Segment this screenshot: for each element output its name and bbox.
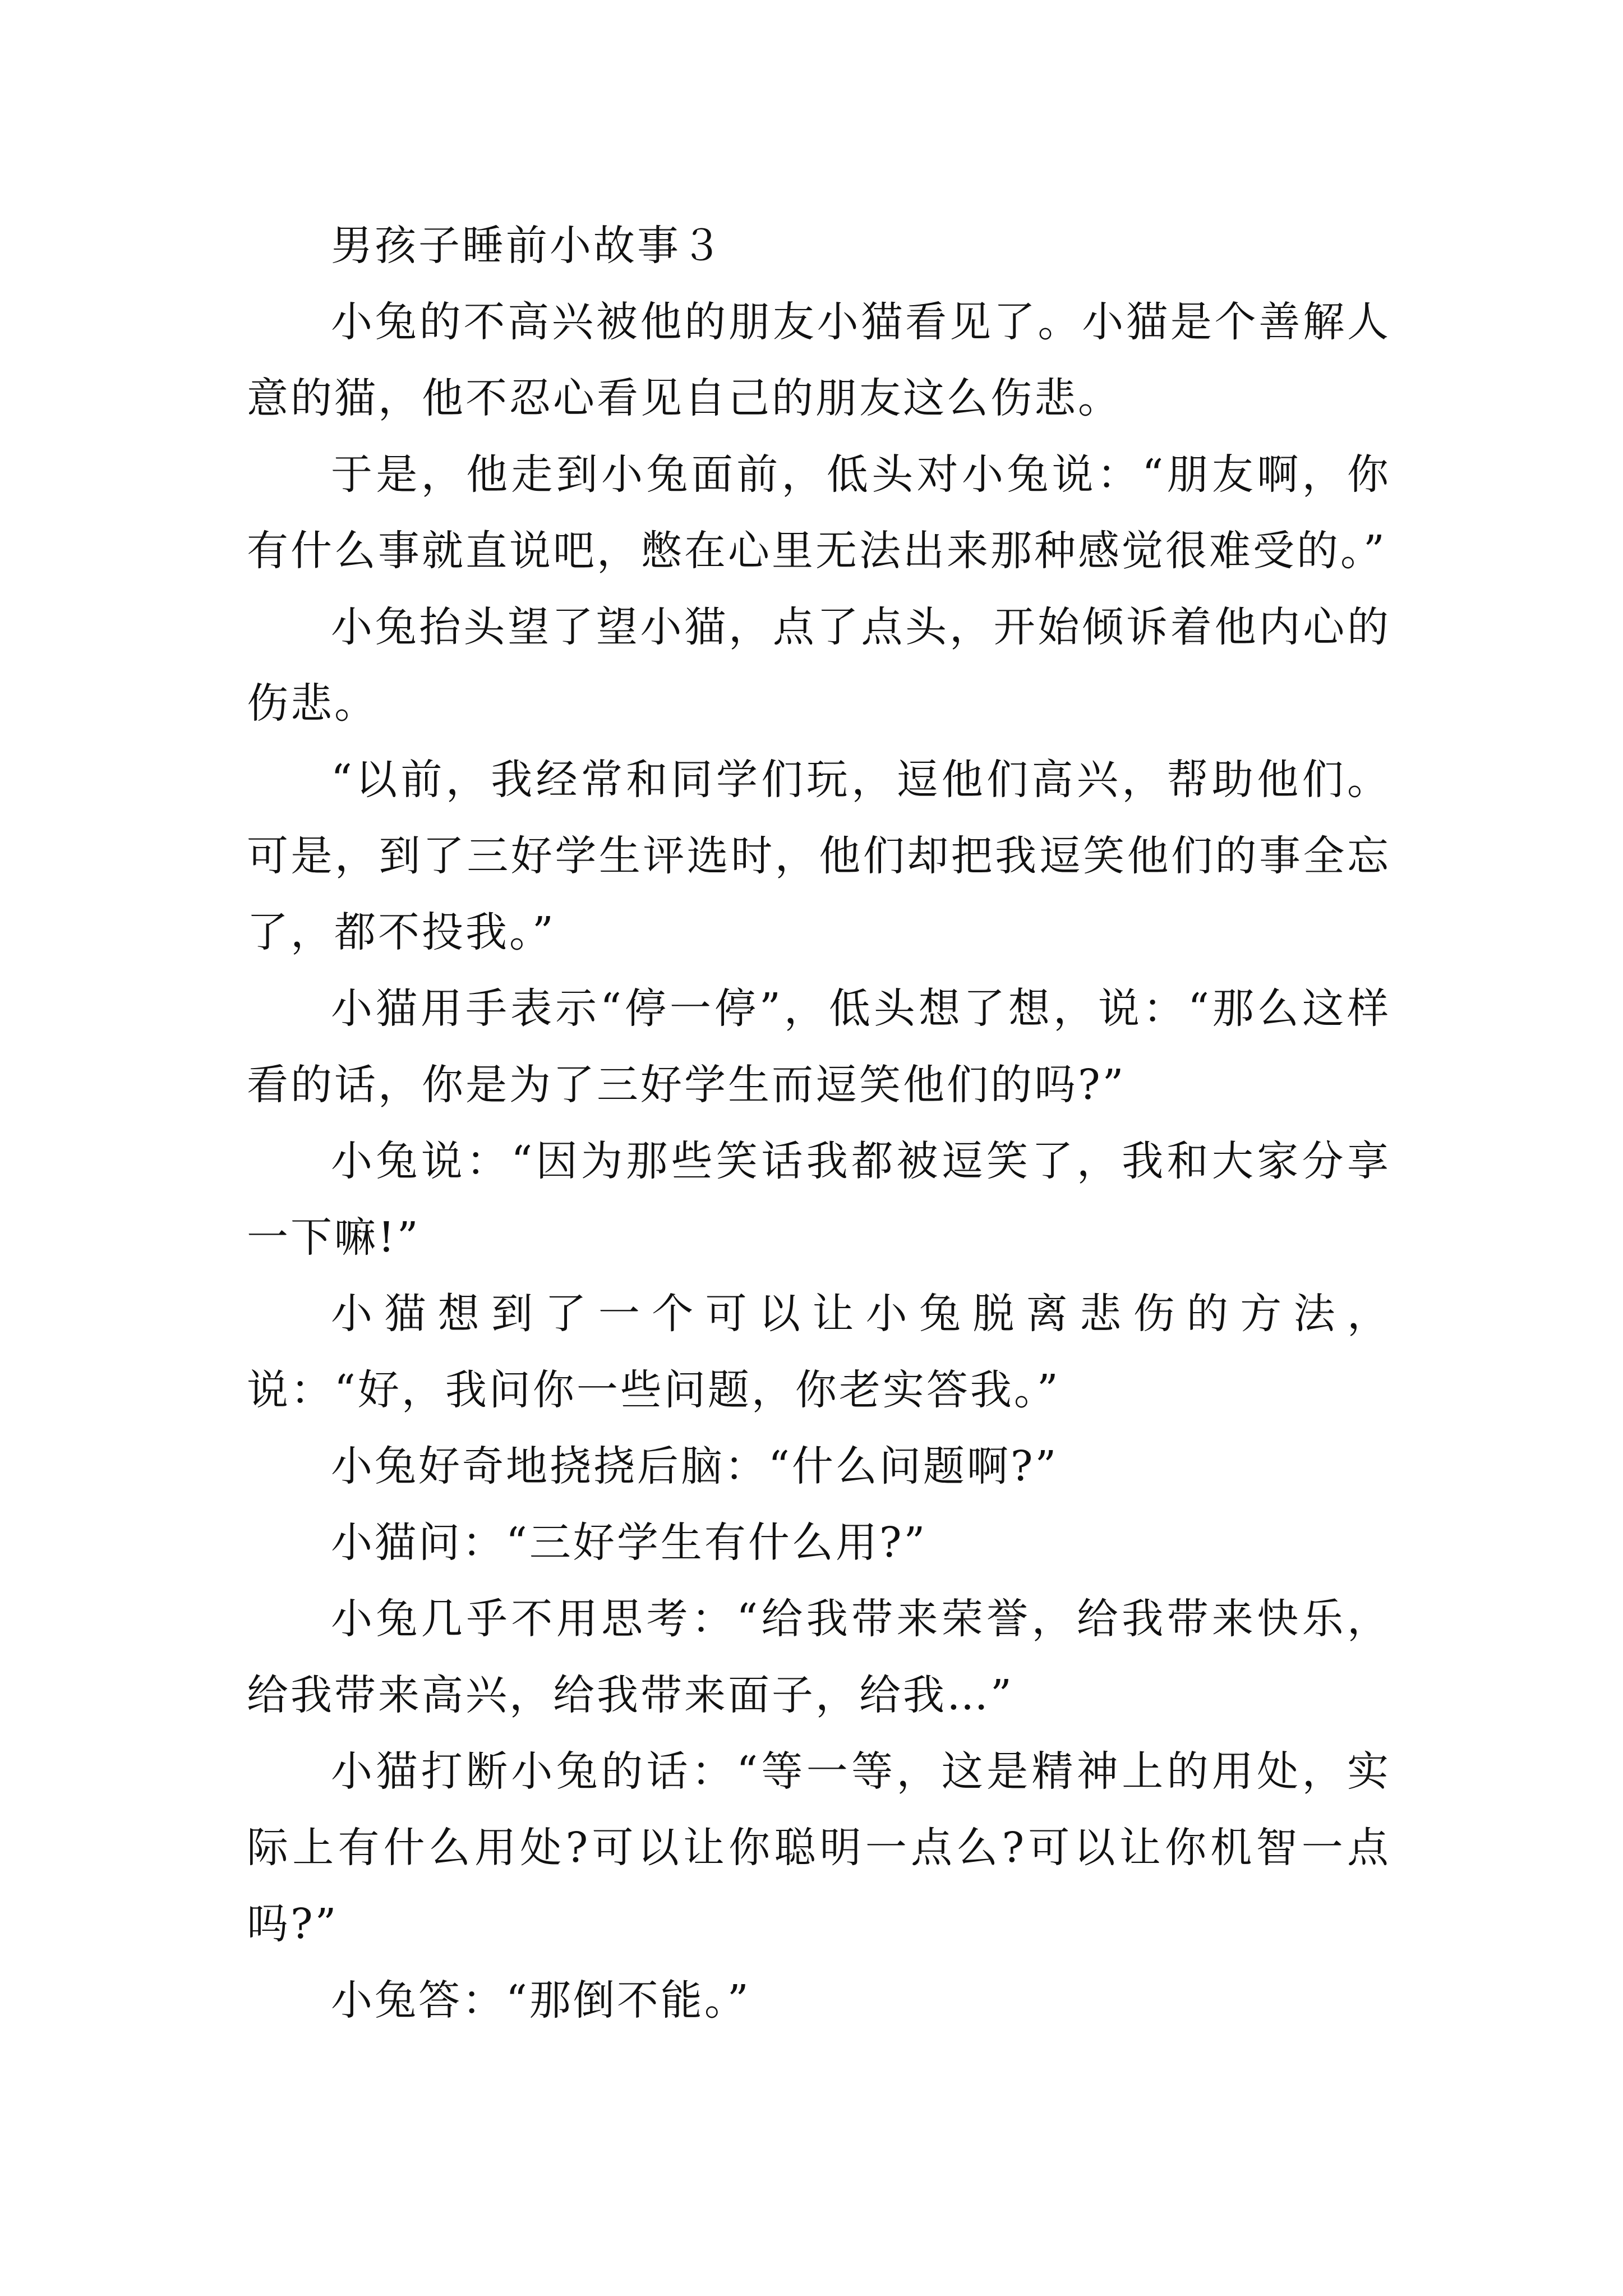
paragraph: 小兔答：“那倒不能。” [331, 1976, 751, 2024]
paragraph: 小兔抬头望了望小猫，点了点头，开始倾诉着他内心的伤悲。 [247, 603, 1391, 728]
story-title: 男孩子睡前小故事３ [331, 222, 725, 270]
paragraph: 小兔几乎不用思考：“给我带来荣誉，给我带来快乐，给我带来高兴，给我带来面子，给我…” [247, 1595, 1391, 1719]
paragraph: 小猫问：“三好学生有什么用?” [331, 1519, 928, 1567]
paragraph: 小猫打断小兔的话：“等一等，这是精神上的用处，实际上有什么用处?可以让你聪明一点么?可以让你机智一点吗?” [247, 1747, 1391, 1948]
paragraph: 小兔说：“因为那些笑话我都被逗笑了，我和大家分享一下嘛!” [247, 1137, 1391, 1262]
paragraph: “以前，我经常和同学们玩，逗他们高兴，帮助他们。可是，到了三好学生评选时，他们却把我逗笑他们的事全忘了，都不投我。” [247, 756, 1391, 956]
paragraph: 于是，他走到小兔面前，低头对小兔说：“朋友啊，你有什么事就直说吧，憋在心里无法出来那种感觉很难受的。” [247, 450, 1391, 575]
paragraph: 小猫用手表示“停一停”，低头想了想，说：“那么这样看的话，你是为了三好学生而逗笑他们的吗?” [247, 984, 1391, 1109]
paragraph: 小猫想到了一个可以让小兔脱离悲伤的方法，说：“好，我问你一些问题，你老实答我。” [247, 1290, 1391, 1414]
document-body [247, 208, 1391, 2039]
paragraph: 小兔的不高兴被他的朋友小猫看见了。小猫是个善解人意的猫，他不忍心看见自己的朋友这么伤悲。 [247, 298, 1391, 422]
paragraph: 小兔好奇地挠挠后脑：“什么问题啊?” [331, 1442, 1059, 1490]
